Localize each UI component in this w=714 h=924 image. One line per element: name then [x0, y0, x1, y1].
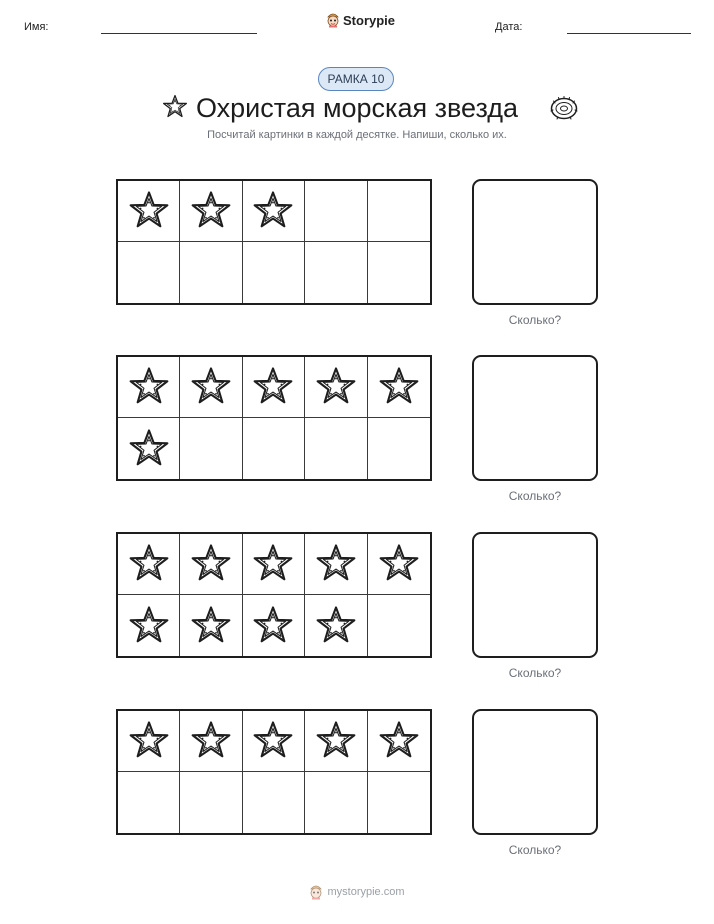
frame-cell: [180, 595, 242, 656]
starfish-icon: [190, 543, 232, 585]
frame-cell: [180, 242, 242, 303]
starfish-icon: [190, 366, 232, 408]
frame-cell: [180, 357, 242, 418]
frame-cell: [368, 711, 430, 772]
frame-cell: [305, 534, 367, 595]
starfish-icon: [252, 720, 294, 762]
count-label: Сколько?: [508, 666, 562, 680]
frame-cell: [118, 357, 180, 418]
starfish-icon: [128, 366, 170, 408]
frame-cell: [180, 772, 242, 833]
frame-cell: [305, 181, 367, 242]
answer-box[interactable]: [472, 709, 598, 835]
starfish-icon: [378, 366, 420, 408]
answer-box[interactable]: [472, 532, 598, 658]
frame-cell: [180, 711, 242, 772]
frame-cell: [180, 418, 242, 479]
starfish-icon: [128, 543, 170, 585]
frame-cell: [305, 772, 367, 833]
starfish-icon: [128, 605, 170, 647]
starfish-icon: [128, 720, 170, 762]
starfish-icon: [252, 605, 294, 647]
frame-cell: [305, 711, 367, 772]
frame-cell: [243, 711, 305, 772]
page-title: Охристая морская звезда: [195, 93, 519, 123]
starfish-icon: [315, 543, 357, 585]
storypie-mascot-icon: [326, 12, 340, 28]
frame-cell: [368, 595, 430, 656]
starfish-icon: [378, 720, 420, 762]
ten-frame: [116, 355, 432, 481]
frame-cell: [118, 711, 180, 772]
ten-frame: [116, 532, 432, 658]
ten-frame: [116, 179, 432, 305]
frame-cell: [118, 534, 180, 595]
answer-box[interactable]: [472, 179, 598, 305]
starfish-icon: [190, 720, 232, 762]
frame-cell: [118, 595, 180, 656]
frame-cell: [368, 418, 430, 479]
starfish-icon: [190, 190, 232, 232]
instructions: Посчитай картинки в каждой десятке. Напиши, сколько их.: [207, 129, 507, 141]
storypie-mascot-icon: [309, 884, 323, 900]
starfish-icon: [252, 366, 294, 408]
name-label: Имя:: [24, 21, 49, 33]
frame-cell: [368, 357, 430, 418]
starfish-icon: [190, 605, 232, 647]
frame-cell: [368, 772, 430, 833]
frame-cell: [368, 181, 430, 242]
brand-name: Storypie: [343, 12, 396, 28]
frame-cell: [305, 418, 367, 479]
count-label: Сколько?: [508, 313, 562, 327]
footer-site: mystorypie.com: [327, 886, 405, 898]
frame-cell: [118, 181, 180, 242]
frame-cell: [243, 772, 305, 833]
frame-cell: [368, 242, 430, 303]
starfish-icon: [252, 543, 294, 585]
frame-cell: [180, 534, 242, 595]
sea-urchin-icon: [549, 95, 579, 121]
starfish-icon: [315, 720, 357, 762]
answer-box[interactable]: [472, 355, 598, 481]
frame-cell: [243, 418, 305, 479]
frame-cell: [118, 772, 180, 833]
starfish-icon: [378, 543, 420, 585]
frame-cell: [243, 242, 305, 303]
name-line[interactable]: [101, 33, 257, 34]
frame-cell: [305, 595, 367, 656]
date-line[interactable]: [567, 33, 691, 34]
starfish-icon: [315, 605, 357, 647]
frame-cell: [243, 357, 305, 418]
frame-cell: [118, 418, 180, 479]
brand-logo: [326, 12, 395, 28]
frame-cell: [305, 357, 367, 418]
starfish-icon: [128, 190, 170, 232]
date-label: Дата:: [495, 21, 523, 33]
frame-cell: [243, 534, 305, 595]
frame-cell: [243, 181, 305, 242]
frame-cell: [305, 242, 367, 303]
frame-cell: [180, 181, 242, 242]
count-label: Сколько?: [508, 843, 562, 857]
footer: [0, 884, 714, 900]
frame-badge: РАМКА 10: [318, 67, 394, 91]
frame-cell: [368, 534, 430, 595]
starfish-icon: [128, 428, 170, 470]
starfish-icon: [252, 190, 294, 232]
frame-cell: [118, 242, 180, 303]
ten-frame: [116, 709, 432, 835]
frame-cell: [243, 595, 305, 656]
count-label: Сколько?: [508, 489, 562, 503]
starfish-icon: [315, 366, 357, 408]
